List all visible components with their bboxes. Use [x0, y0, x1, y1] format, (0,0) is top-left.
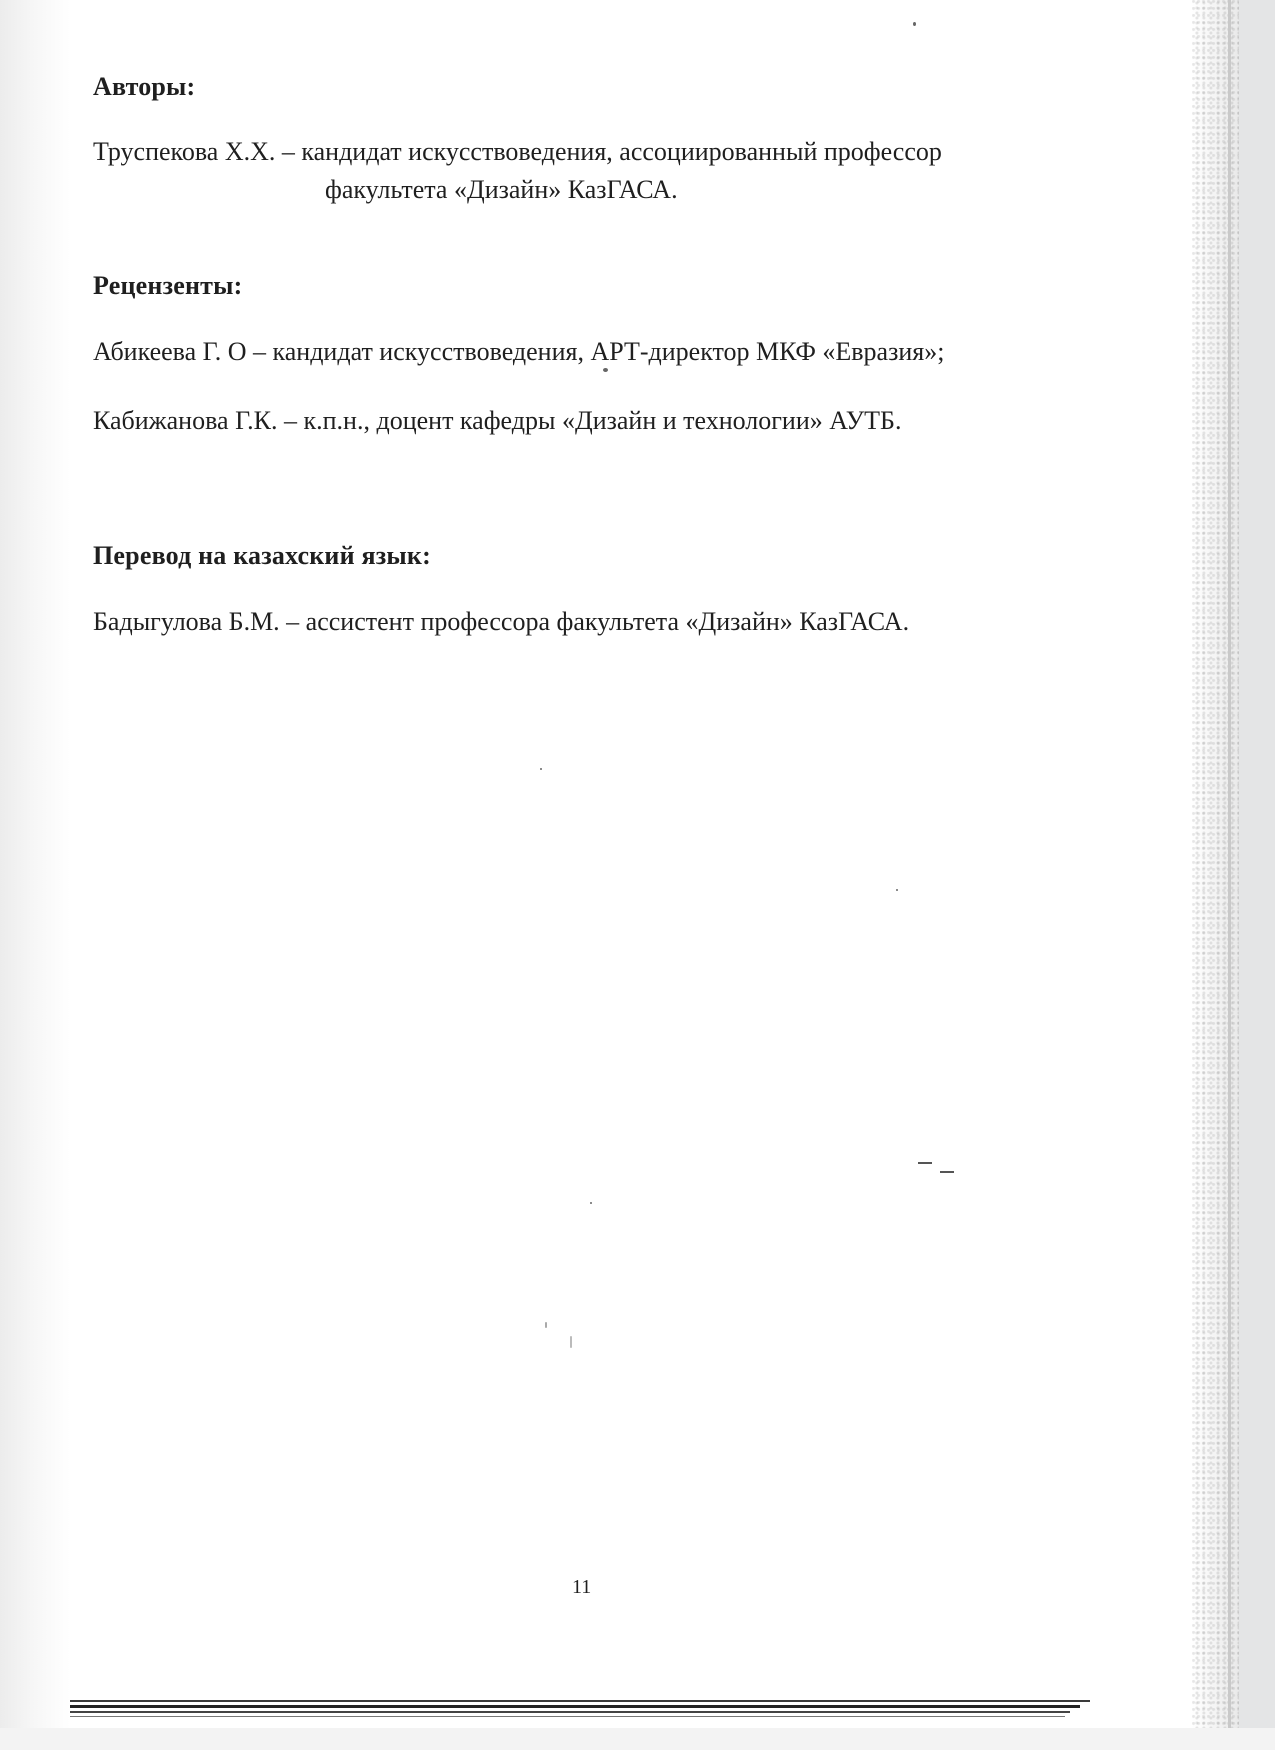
scan-speck	[545, 1322, 547, 1328]
left-page-shadow	[0, 0, 70, 1750]
right-scanner-margin	[1239, 0, 1275, 1750]
page-number: 11	[572, 1576, 592, 1598]
scan-speck	[570, 1336, 572, 1348]
bottom-scan-margin	[0, 1728, 1275, 1750]
bottom-page-stack-lines	[70, 1700, 1092, 1724]
scan-speck	[913, 22, 916, 26]
author-entry-line1: Труспекова Х.Х. – кандидат искусствоведения, ассоциированный профессор	[93, 137, 942, 166]
translator-entry: Бадыгулова Б.М. – ассистент профессора факультета «Дизайн» КазГАСА.	[93, 607, 910, 636]
reviewer-entry: Кабижанова Г.К. – к.п.н., доцент кафедры «Дизайн и технологии» АУТБ.	[93, 406, 902, 435]
reviewer-entry: Абикеева Г. О – кандидат искусствоведения, АРТ-директор МКФ «Евразия»;	[93, 337, 945, 366]
scan-speck	[540, 768, 542, 770]
right-scan-noise	[1192, 0, 1240, 1750]
author-entry-line2: факультета «Дизайн» КазГАСА.	[325, 175, 678, 204]
scan-dash-mark	[940, 1171, 954, 1173]
scan-speck	[896, 889, 898, 891]
scan-speck	[590, 1202, 592, 1204]
authors-heading: Авторы:	[93, 72, 196, 101]
translation-heading: Перевод на казахский язык:	[93, 541, 431, 570]
scan-speck	[603, 368, 608, 372]
reviewers-heading: Рецензенты:	[93, 271, 243, 300]
paper-edge-line	[1228, 0, 1231, 1750]
scan-dash-mark	[918, 1162, 932, 1164]
